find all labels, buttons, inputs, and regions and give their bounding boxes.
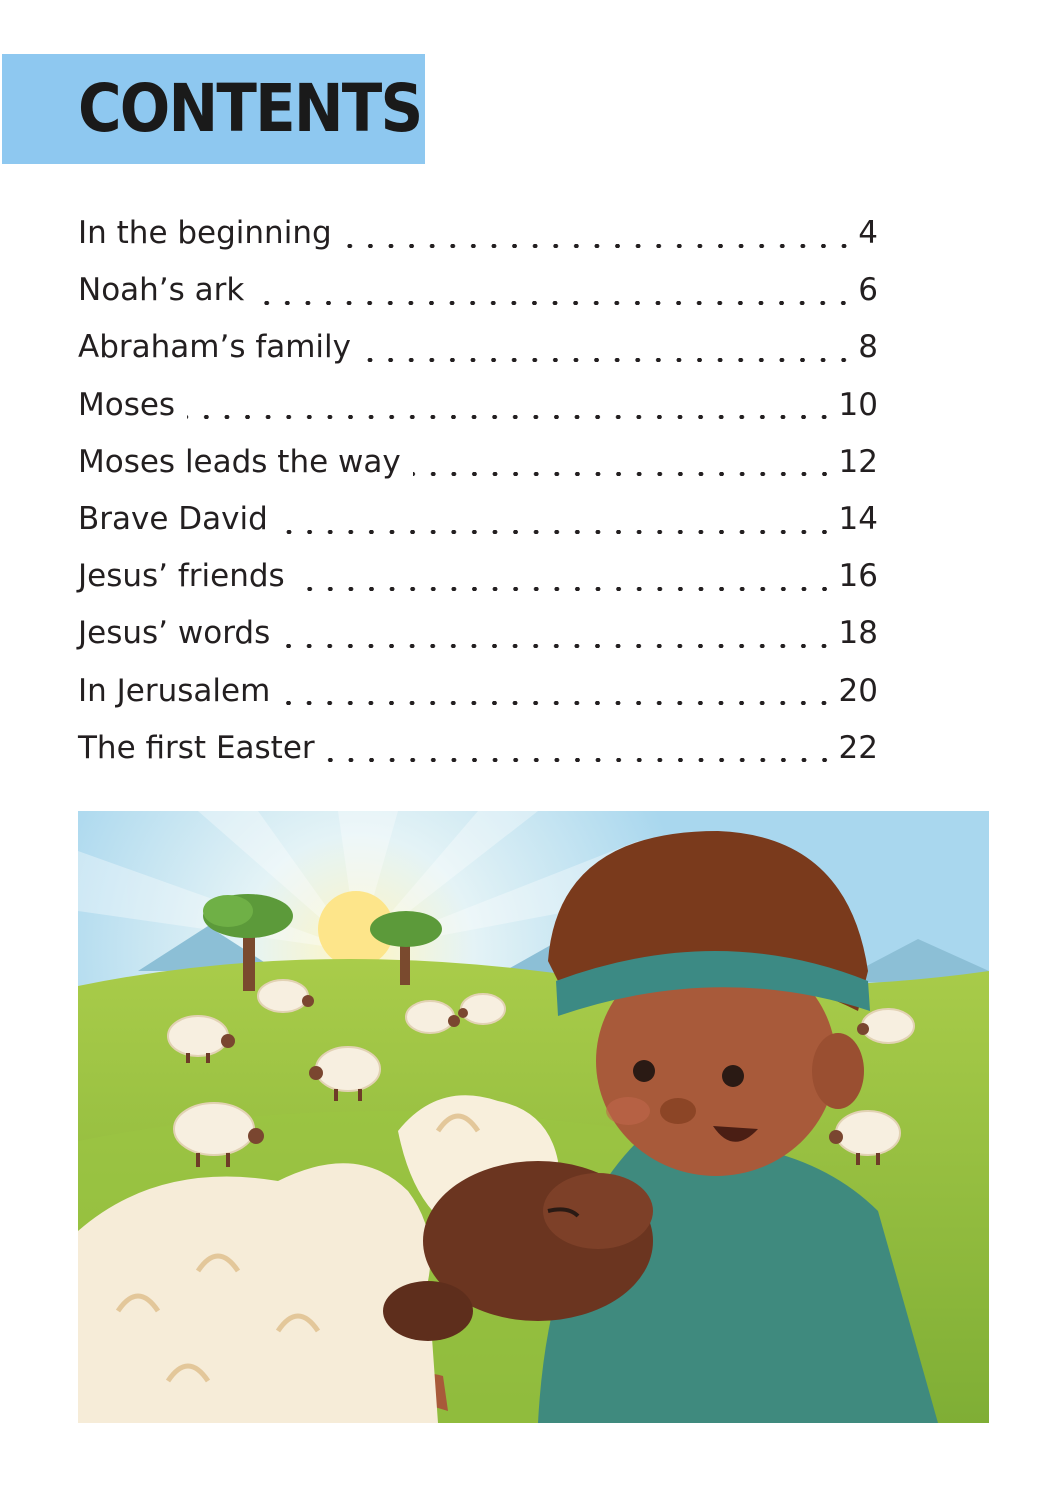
toc-entry-page: 14	[838, 500, 878, 537]
toc-entry-page: 12	[838, 443, 878, 480]
dot-leader	[363, 358, 854, 362]
toc-entry[interactable]	[78, 436, 878, 493]
shepherd-boy-with-sheep-picture	[78, 811, 989, 1423]
dot-leader	[256, 301, 854, 305]
dot-leader	[282, 644, 834, 648]
page-title: CONTENTS	[78, 70, 422, 147]
dot-leader	[413, 472, 835, 476]
dot-leader	[327, 758, 835, 762]
dot-leader	[187, 415, 834, 419]
toc-entry-page: 18	[838, 615, 878, 652]
toc-entry[interactable]	[78, 665, 878, 722]
toc-entry-page: 16	[838, 558, 878, 595]
toc-entry-page: 6	[858, 272, 878, 309]
toc-entry[interactable]	[78, 379, 878, 436]
dot-leader	[282, 701, 834, 705]
toc-entry-page: 10	[838, 386, 878, 423]
toc-entry[interactable]	[78, 321, 878, 378]
toc-entry-label: In the beginning	[78, 215, 332, 251]
toc-entry[interactable]	[78, 493, 878, 550]
toc-entry-label: Abraham’s family	[78, 329, 352, 366]
toc-entry[interactable]	[78, 722, 878, 779]
toc-entry-label: Brave David	[78, 500, 268, 537]
toc-entry-label: The first Easter	[78, 729, 315, 766]
toc-entry[interactable]	[78, 264, 878, 321]
toc-entry-label: Moses	[78, 386, 176, 423]
shepherd-illustration	[78, 811, 989, 1423]
toc-entry[interactable]	[78, 607, 878, 664]
toc-entry-page: 4	[858, 215, 878, 251]
toc-entry-label: Jesus’ words	[78, 615, 271, 652]
toc-entry-label: Noah’s ark	[78, 272, 245, 309]
toc-entry-label: Moses leads the way	[78, 443, 401, 480]
toc-entry[interactable]	[78, 207, 878, 264]
dot-leader	[344, 244, 854, 248]
toc-entry[interactable]	[78, 550, 878, 607]
toc-entry-page: 8	[858, 329, 878, 366]
dot-leader	[297, 587, 835, 591]
toc-entry-page: 20	[838, 672, 878, 709]
toc-entry-label: Jesus’ friends	[78, 558, 285, 595]
toc-entry-label: In Jerusalem	[78, 672, 271, 709]
dot-leader	[280, 530, 835, 534]
toc-entry-page: 22	[838, 729, 878, 766]
table-of-contents	[78, 207, 878, 779]
